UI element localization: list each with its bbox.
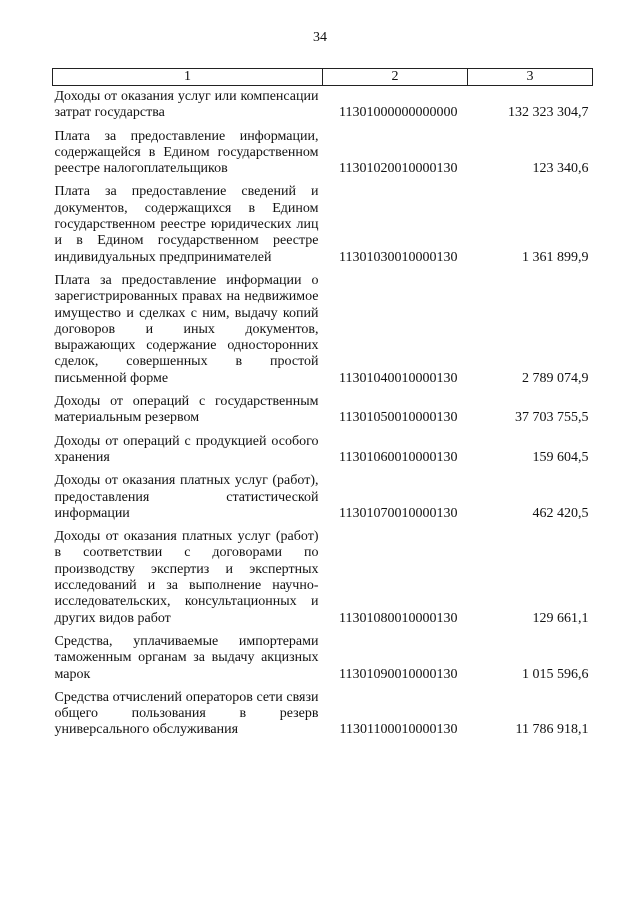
row-code: 11301060010000130 <box>339 449 458 465</box>
row-amount: 11 786 918,1 <box>515 722 589 738</box>
table-row <box>53 391 593 431</box>
table-row <box>53 431 593 471</box>
row-amount: 2 789 074,9 <box>522 370 589 386</box>
column-header-1: 1 <box>53 69 323 86</box>
row-amount: 1 015 596,6 <box>522 666 589 682</box>
table-row <box>53 181 593 269</box>
row-name: Доходы от оказания платных услуг (работ), предоставления статистической информации <box>54 473 319 521</box>
row-name: Доходы от операций с продукцией особого хранения <box>54 433 319 465</box>
row-amount: 1 361 899,9 <box>522 249 589 265</box>
row-code: 11301100010000130 <box>339 722 458 738</box>
row-name: Средства, уплачиваемые импортерами таможенным органам за выдачу акцизных марок <box>54 633 319 682</box>
row-name: Доходы от оказания услуг или компенсации затрат государства <box>54 89 319 121</box>
page-number: 34 <box>313 30 327 45</box>
row-name: Плата за предоставление информации, содержащейся в Едином государственном реестре налогоплательщиков <box>54 128 319 177</box>
row-amount: 37 703 755,5 <box>515 410 589 426</box>
table-row <box>53 270 593 391</box>
column-header-3: 3 <box>468 69 593 86</box>
row-code: 11301090010000130 <box>339 666 458 682</box>
row-name: Плата за предоставление информации о зарегистрированных правах на недвижимое имущество и сделках с ним, выдачу копий договоров и иных документов, выражающих содержание односторонних сделок, совершенных в простой письменной форме <box>54 272 319 386</box>
table-row <box>53 526 593 631</box>
row-name: Доходы от оказания платных услуг (работ) в соответствии с договорами по производству экспертиз и экспертных исследований и за выполнение научно-исследовательских, консультационных и других видов работ <box>54 529 319 626</box>
row-amount: 462 420,5 <box>532 505 589 521</box>
table-row <box>53 631 593 687</box>
row-name: Средства отчислений операторов сети связи общего пользования в резерв универсального обслуживания <box>54 689 319 738</box>
row-code: 11301000000000000 <box>339 105 458 121</box>
row-code: 11301030010000130 <box>339 249 458 265</box>
row-amount: 123 340,6 <box>532 161 589 177</box>
row-code: 11301020010000130 <box>339 161 458 177</box>
row-code: 11301070010000130 <box>339 505 458 521</box>
row-code: 11301040010000130 <box>339 370 458 386</box>
row-code: 11301050010000130 <box>339 410 458 426</box>
table-row <box>53 687 593 743</box>
row-amount: 132 323 304,7 <box>508 105 589 121</box>
row-name: Плата за предоставление сведений и документов, содержащихся в Едином государственном реестре юридических лиц и в Едином государственном реестре индивидуальных предпринимателей <box>54 184 319 265</box>
table-row <box>53 126 593 182</box>
table-header-row <box>53 69 593 86</box>
row-amount: 159 604,5 <box>532 449 589 465</box>
row-name: Доходы от операций с государственным материальным резервом <box>54 394 319 426</box>
row-code: 11301080010000130 <box>339 610 458 626</box>
table-row <box>53 86 593 126</box>
column-header-2: 2 <box>323 69 468 86</box>
revenue-table <box>52 68 593 743</box>
table-row <box>53 470 593 526</box>
row-amount: 129 661,1 <box>532 610 589 626</box>
